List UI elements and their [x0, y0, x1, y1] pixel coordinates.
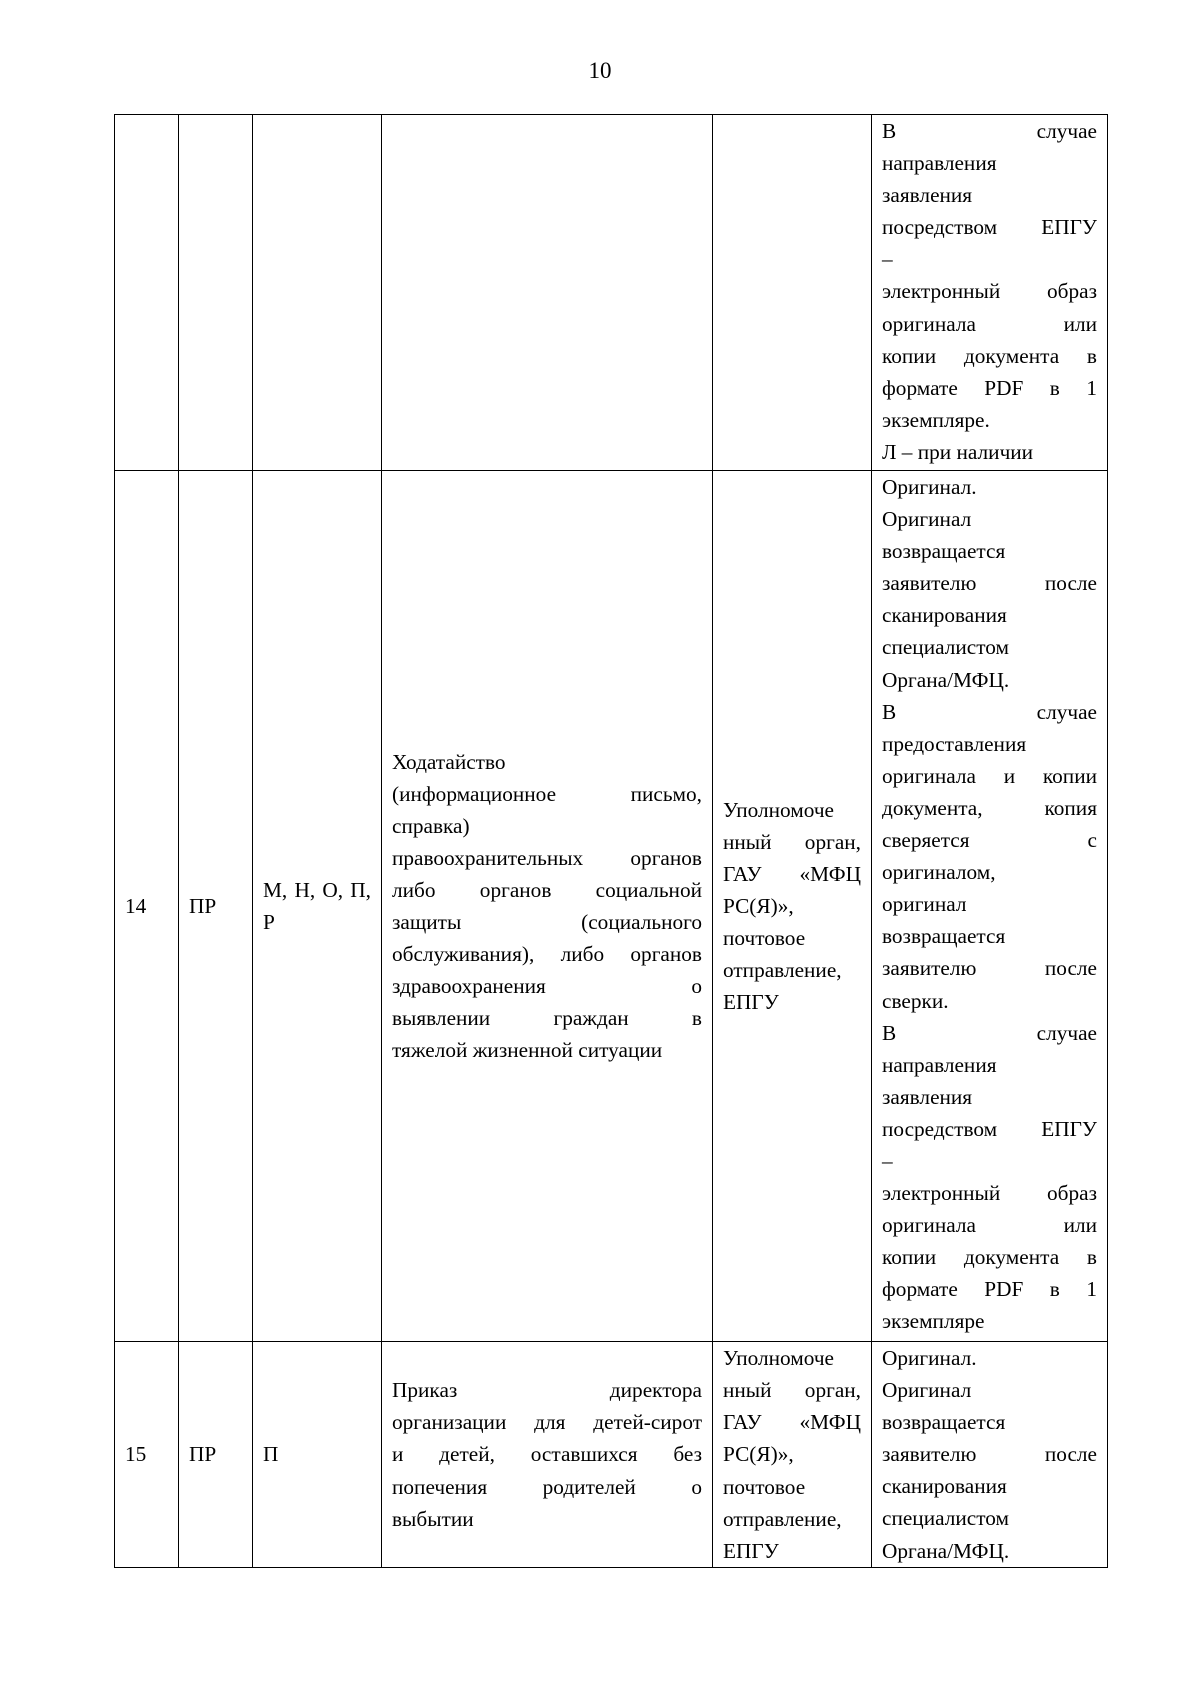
cell-text-line: посредством ЕПГУ — [882, 1116, 1097, 1141]
document-type-cell: ПР — [179, 471, 253, 1342]
cell-text-line: Уполномоче — [723, 797, 834, 822]
requirements-cell — [872, 115, 1108, 471]
cell-text-line: нный орган, — [723, 829, 861, 854]
cell-text-line: посредством ЕПГУ — [882, 215, 1097, 240]
cell-text-line: – — [882, 1148, 893, 1173]
cell-text-line: В случае — [882, 119, 1097, 143]
cell-text-line: ЕПГУ — [723, 990, 779, 1015]
cell-text-line: тяжелой жизненной ситуации — [392, 1038, 663, 1063]
cell-text-line: оригинала или — [882, 311, 1097, 336]
cell-text-line: почтовое — [723, 1474, 806, 1499]
cell-text-line: Оригинал — [882, 1378, 972, 1403]
document-type-cell: ПР — [179, 1342, 253, 1568]
cell-text-line: сканирования — [882, 1474, 1007, 1499]
cell-text-line: РС(Я)», — [723, 893, 794, 918]
cell-text-line: Органа/МФЦ. — [882, 1538, 1010, 1563]
cell-text-line: сверки. — [882, 988, 949, 1013]
document-name-cell — [382, 471, 713, 1342]
cell-text-line: выбытии — [392, 1506, 474, 1531]
cell-text-line: В случае — [882, 699, 1097, 724]
cell-text-line: обслуживания), либо органов — [392, 942, 702, 967]
cell-text-line: организации для детей-сирот — [392, 1410, 702, 1435]
table-row — [115, 1342, 1108, 1568]
table-row — [115, 115, 1108, 471]
cell-text-line: направления — [882, 1052, 997, 1077]
document-name-cell — [382, 115, 713, 471]
documents-table — [114, 114, 1108, 1568]
requirements-cell — [872, 471, 1108, 1342]
cell-text-line: ГАУ «МФЦ — [723, 861, 861, 886]
submission-method-cell — [713, 471, 872, 1342]
cell-text-line: Уполномоче — [723, 1346, 834, 1371]
cell-text-line: специалистом — [882, 1506, 1009, 1531]
cell-text-line: (информационное письмо, — [392, 781, 702, 806]
cell-text-line: специалистом — [882, 635, 1009, 660]
cell-text-line: электронный образ — [882, 1181, 1097, 1206]
row-number-cell: 15 — [115, 1342, 179, 1568]
document-name-cell — [382, 1342, 713, 1568]
document-type-cell — [179, 115, 253, 471]
row-number-cell — [115, 115, 179, 471]
cell-text-line: оригинала и копии — [882, 763, 1097, 788]
cell-text-line: сверяется с — [882, 828, 1097, 853]
cell-text-line: правоохранительных органов — [392, 845, 702, 870]
cell-text-line: формате PDF в 1 — [882, 375, 1097, 400]
cell-text-line: копии документа в — [882, 1245, 1097, 1270]
row-number-cell: 14 — [115, 471, 179, 1342]
cell-text-line: оригинала или — [882, 1213, 1097, 1238]
cell-text-line: Оригинал — [882, 507, 972, 532]
cell-text-line: либо органов социальной — [392, 877, 702, 902]
cell-text-line: экземпляре — [882, 1309, 985, 1334]
cell-text-line: электронный образ — [882, 279, 1097, 304]
cell-text-line: справка) — [392, 813, 470, 838]
table-row — [115, 471, 1108, 1342]
cell-text-line: Органа/МФЦ. — [882, 667, 1010, 692]
cell-text-line: отправление, — [723, 958, 842, 983]
requirements-cell — [872, 1342, 1108, 1568]
page-number: 10 — [588, 58, 612, 83]
cell-text-line: почтовое — [723, 926, 806, 951]
cell-text-line: возвращается — [882, 539, 1006, 564]
cell-text-line: документа, копия — [882, 795, 1097, 820]
cell-text-line: Ходатайство — [392, 749, 506, 774]
cell-text-line: Л – при наличии — [882, 439, 1034, 464]
cell-text-line: заявителю после — [882, 571, 1097, 596]
cell-text-line: и детей, оставшихся без — [392, 1442, 702, 1467]
cell-text-line: заявителю после — [882, 956, 1097, 981]
cell-text-line: ГАУ «МФЦ — [723, 1410, 861, 1435]
cell-text-line: возвращается — [882, 1410, 1006, 1435]
cell-text-line: РС(Я)», — [723, 1442, 794, 1467]
cell-text-line: попечения родителей о — [392, 1474, 702, 1499]
cell-text-line: заявления — [882, 183, 973, 208]
cell-text-line: направления — [882, 151, 997, 176]
cell-text-line: сканирования — [882, 603, 1007, 628]
cell-text-line: заявителю после — [882, 1442, 1097, 1467]
cell-text-line: отправление, — [723, 1506, 842, 1531]
cell-text-line: заявления — [882, 1084, 973, 1109]
cell-text-line: Оригинал. — [882, 475, 977, 499]
cell-text-line: предоставления — [882, 731, 1027, 756]
cell-text-line: выявлении граждан в — [392, 1006, 702, 1031]
cell-text-line: Приказ директора — [392, 1378, 702, 1403]
cell-text-line: оригинал — [882, 892, 967, 917]
cell-text-line: здравоохранения о — [392, 974, 702, 999]
cell-text-line: нный орган, — [723, 1378, 861, 1403]
submission-method-cell — [713, 115, 872, 471]
cell-text-line: формате PDF в 1 — [882, 1277, 1097, 1302]
cell-text-line: оригиналом, — [882, 860, 996, 885]
cell-text-line: возвращается — [882, 924, 1006, 949]
cell-text-line: ЕПГУ — [723, 1538, 779, 1563]
cell-text-line: – — [882, 247, 893, 272]
categories-cell — [253, 115, 382, 471]
cell-text-line: копии документа в — [882, 343, 1097, 368]
categories-cell: М, Н, О, П, Р — [253, 471, 382, 1342]
submission-method-cell — [713, 1342, 872, 1568]
cell-text-line: экземпляре. — [882, 407, 990, 432]
cell-text-line: защиты (социального — [392, 910, 702, 934]
categories-cell: П — [253, 1342, 382, 1568]
cell-text-line: Оригинал. — [882, 1346, 977, 1370]
cell-text-line: В случае — [882, 1020, 1097, 1045]
